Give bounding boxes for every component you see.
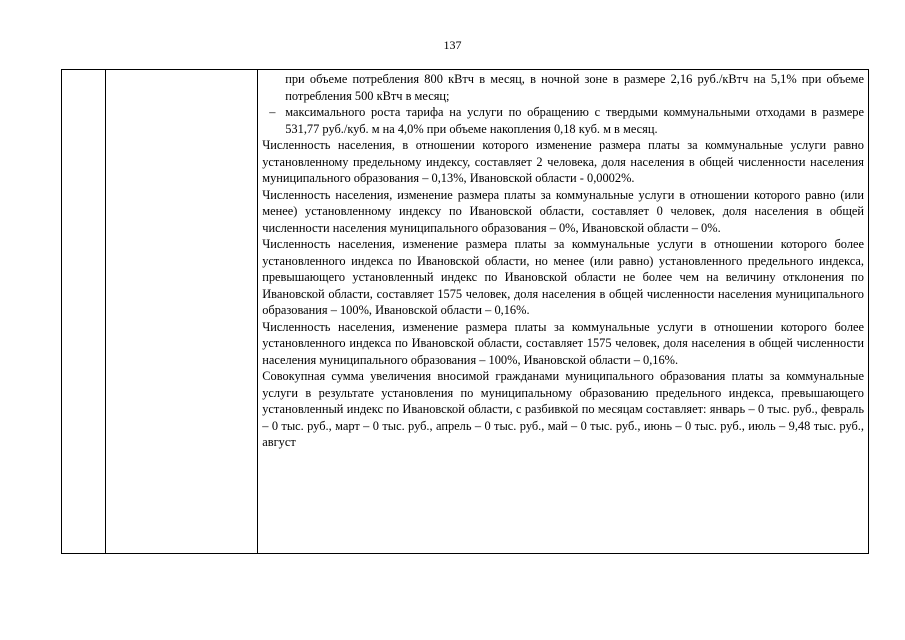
bullet-text: максимального роста тарифа на услуги по обращению с твердыми коммунальными отходами в размере 531,77 руб./куб. м на 4,0% при объеме накопления 0,18 куб. м в месяц.	[285, 105, 864, 136]
content-block	[258, 70, 868, 451]
paragraph-population-below-index: Численность населения, изменение размера платы за коммунальные услуги в отношении которого равно (или менее) установленному индексу по Ивановской области, составляет 0 человек, доля населения в общей численности населения муниципального образования – 0%, Ивановской области – 0%.	[262, 187, 864, 235]
document-table	[61, 69, 869, 554]
table-cell-name	[106, 70, 258, 554]
table-cell-content	[258, 70, 869, 554]
table-row	[62, 70, 869, 554]
table-cell-number	[62, 70, 106, 554]
page-number: 137	[443, 38, 462, 52]
paragraph-population-above-index: Численность населения, изменение размера платы за коммунальные услуги в отношении которого более установленного индекса по Ивановской области, составляет 1575 человек, доля населения в общей численности населения муниципального образования – 100%, Ивановской области – 0,16%.	[262, 319, 864, 367]
bullet-item	[262, 104, 864, 137]
continuation-text: при объеме потребления 800 кВтч в месяц, в ночной зоне в размере 2,16 руб./кВтч на 5,1% при объеме потребления 500 кВтч в месяц;	[285, 72, 864, 103]
paragraph-total-payment-increase: Совокупная сумма увеличения вносимой гражданами муниципального образования платы за коммунальные услуги в результате установления по муниципальному образованию предельного индекса, превышающего установленный индекс по Ивановской области, с разбивкой по месяцам составляет: январь – 0 тыс. руб., февраль – 0 тыс. руб., март – 0 тыс. руб., апрель – 0 тыс. руб., май – 0 тыс. руб., июнь – 0 тыс. руб., июль – 9,48 тыс. руб., август	[262, 369, 864, 449]
bullet-dash: –	[269, 105, 276, 119]
paragraph-population-between-index-limit: Численность населения, изменение размера платы за коммунальные услуги в отношении которого более установленного индекса по Ивановской области, но менее (или равно) установленного предельного индекса, превышающего установленный индекс по Ивановской области не более чем на величину отклонения по Ивановской области, составляет 1575 человек, доля населения в общей численности населения муниципального образования – 100%, Ивановской области – 0,16%.	[262, 237, 864, 317]
paragraph-population-equal-limit: Численность населения, в отношении которого изменение размера платы за коммунальные услуги равно установленному предельному индексу, составляет 2 человека, доля населения в общей численности населения муниципального образования – 0,13%, Ивановской области - 0,0002%.	[262, 138, 864, 185]
